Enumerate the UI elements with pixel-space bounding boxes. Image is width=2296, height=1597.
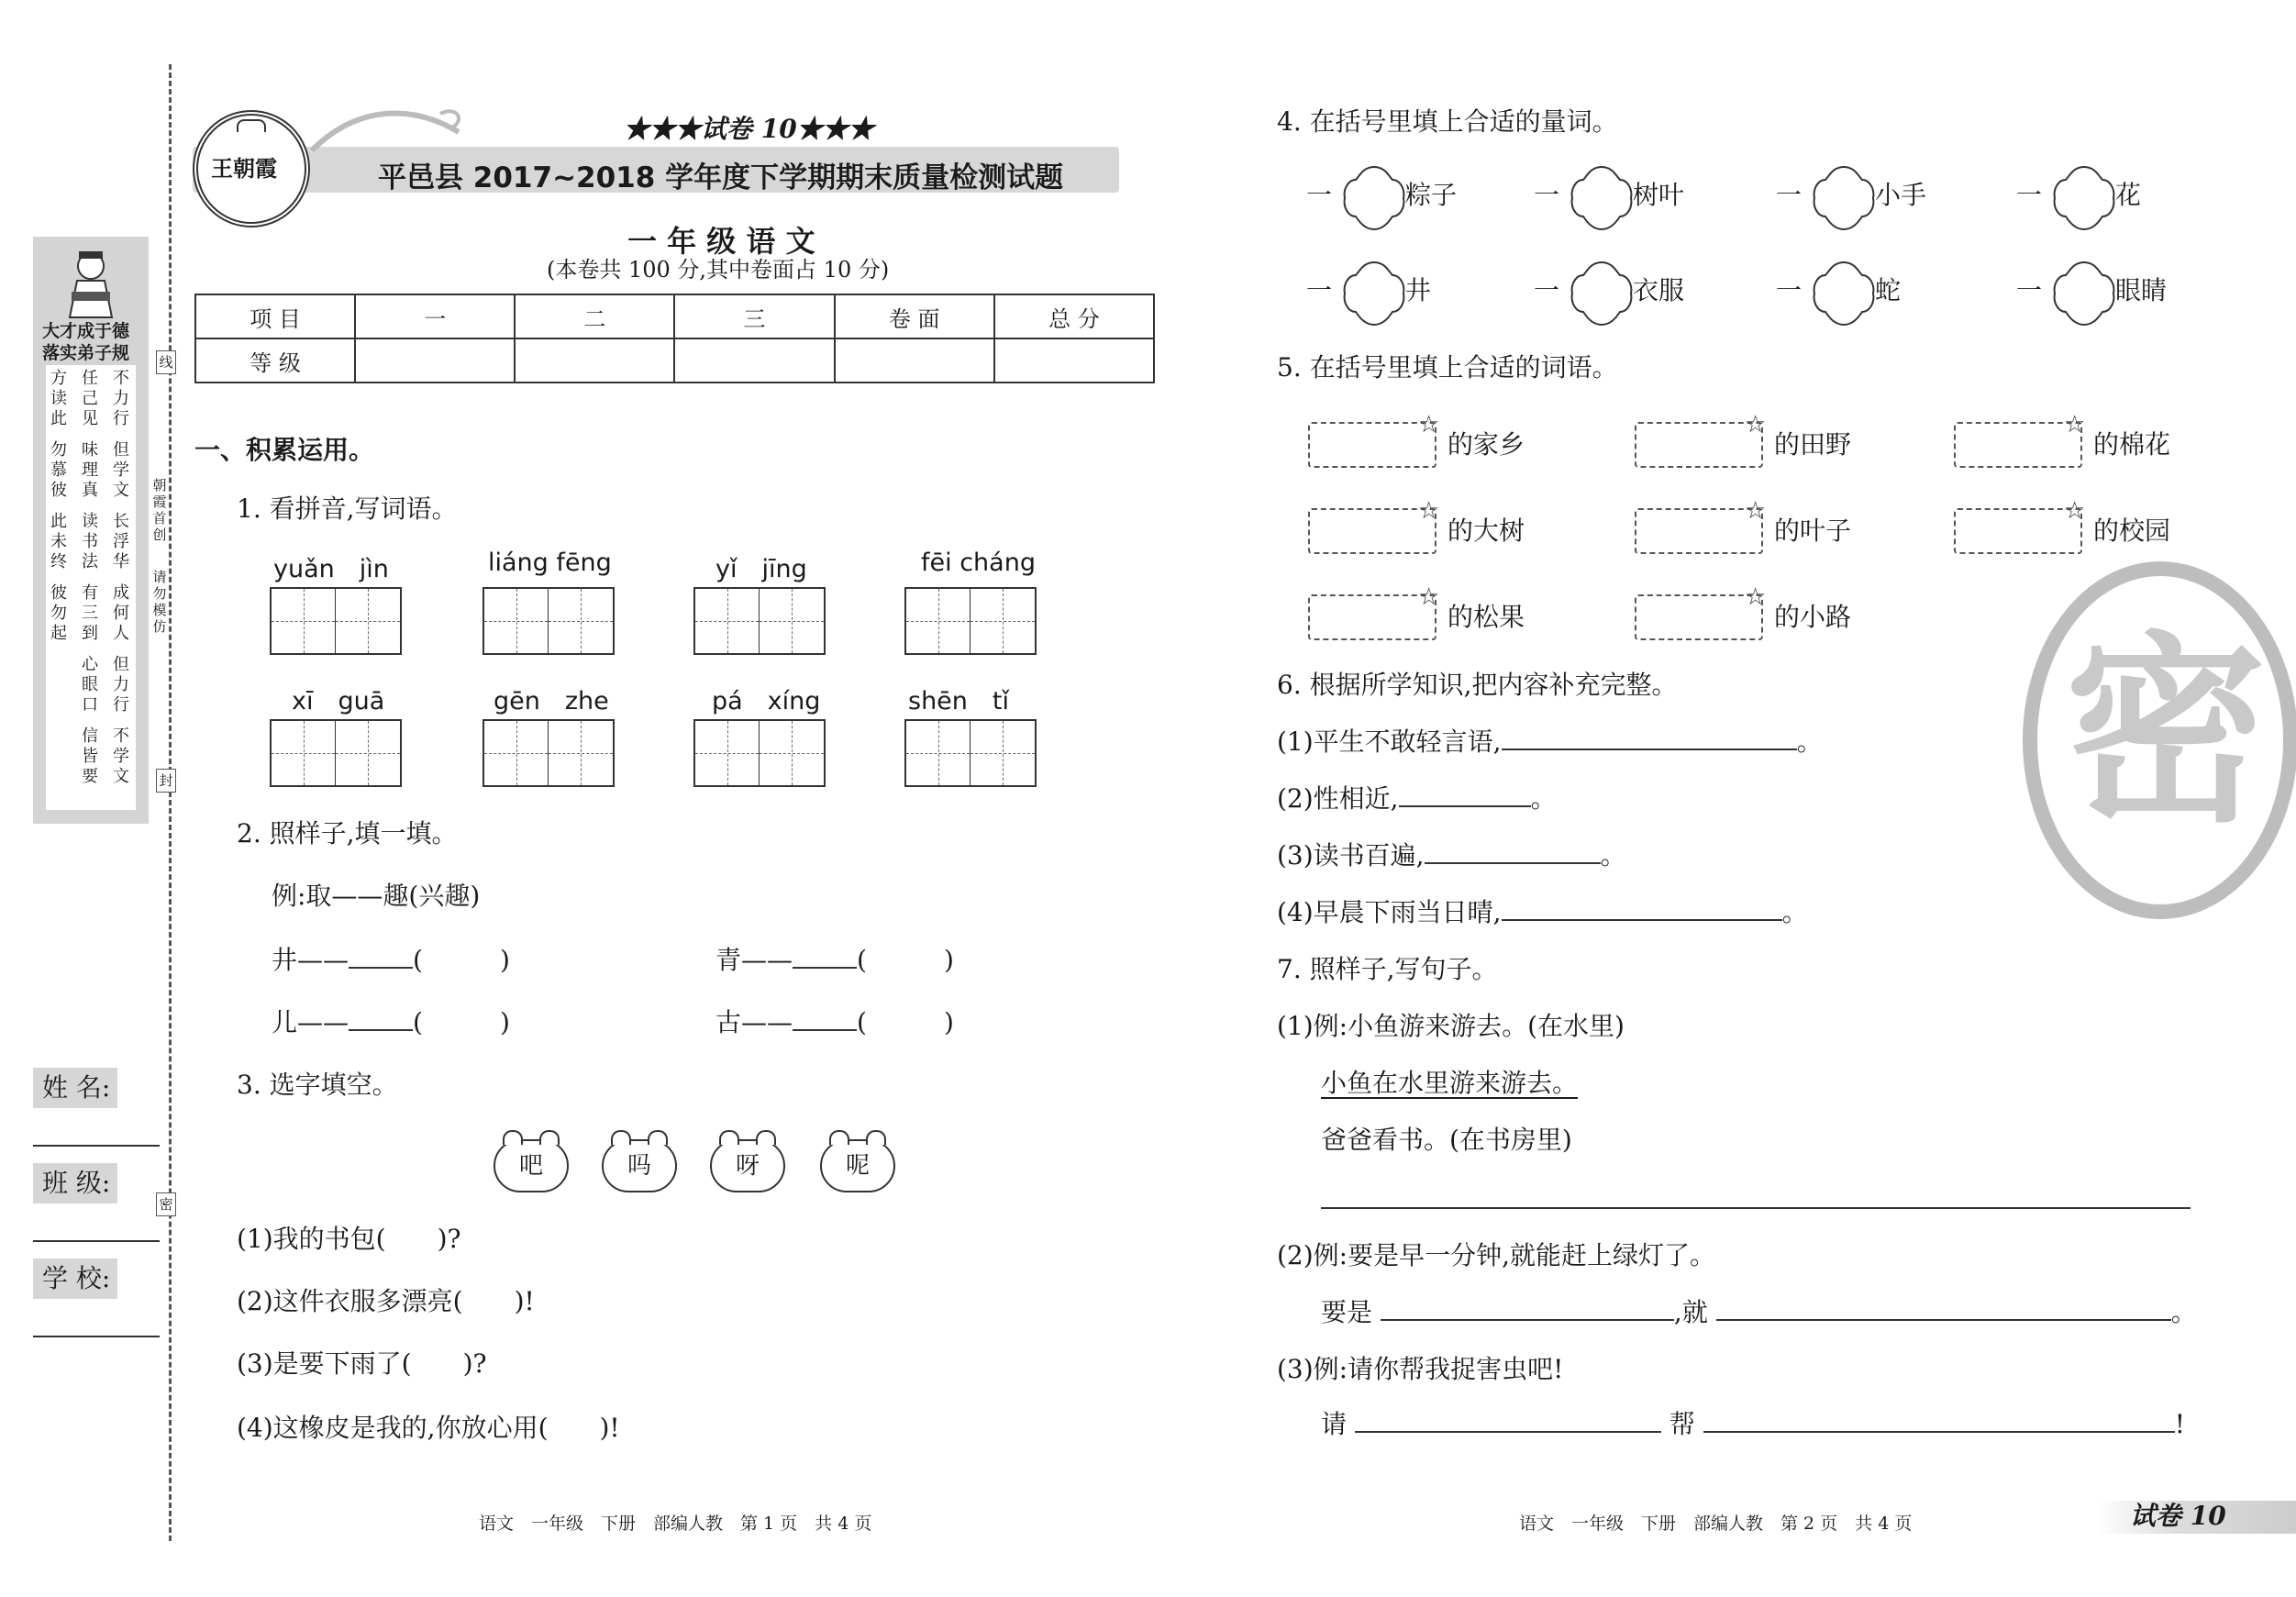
cut-mark-seal: 封 [156,769,176,793]
motto-col: 彼勿起 [50,583,67,643]
score-note: (本卷共 100 分,其中卷面占 10 分) [547,257,890,283]
score-cell: 等 级 [195,338,355,383]
answer-blank[interactable] [1355,1431,1661,1433]
grid-cell[interactable] [549,589,613,653]
sidebar-motto-panel [33,237,149,824]
sidebar-motto-box [46,365,136,810]
phrase-blank[interactable] [1635,594,1763,640]
answer-paren[interactable]: ( ) [413,1007,510,1037]
cut-mark-line: 线 [156,350,176,374]
writing-grid[interactable] [482,587,615,655]
star-icon: ☆ [1745,497,1767,525]
answer-blank[interactable] [793,1029,857,1031]
star-icon: ☆ [2064,411,2086,438]
grid-cell[interactable] [336,721,400,785]
q2-item [715,945,954,976]
star-icon: ☆ [1745,583,1767,611]
q5-label: 5. 在括号里填上合适的词语。 [1277,352,1618,383]
q4-prefix: 一 [2016,275,2043,305]
q2-label: 2. 照样子,填一填。 [237,818,458,848]
phrase-blank[interactable] [1954,508,2082,554]
answer-blank[interactable] [1381,1319,1674,1321]
q3-item[interactable]: (4)这橡皮是我的,你放心用( )! [237,1413,620,1443]
answer-blank[interactable] [793,967,857,969]
logo-crown-icon [237,119,266,132]
q2-item [715,1007,954,1038]
score-input-cell[interactable] [355,338,515,383]
subject-title: 一 年 级 语 文 [627,224,815,259]
flower-blank[interactable] [2049,259,2119,328]
phrase-blank[interactable] [1635,508,1763,554]
secret-seal-watermark [2023,561,2296,919]
flower-blank[interactable] [2049,163,2119,233]
pinyin: xī guā [292,687,385,715]
q6-item-text: (3)读书百遍, [1277,840,1425,871]
motto-col: 勿慕彼 [50,440,67,500]
q6-item-text: (4)早晨下雨当日晴, [1277,897,1502,927]
writing-grid[interactable] [693,719,826,787]
q7-example-1-answer: 小鱼在水里游来游去。 [1321,1068,1579,1098]
grid-cell[interactable] [484,589,549,653]
answer-blank[interactable] [1502,749,1797,750]
q4-prefix: 一 [1776,180,1802,210]
q7-task-1: 爸爸看书。(在书房里) [1321,1125,1572,1155]
binding-dashed-line [169,64,172,1541]
motto-col: 任己见 [82,369,98,428]
q3-label: 3. 选字填空。 [237,1070,398,1100]
q4-noun: 眼睛 [2115,275,2168,305]
grid-cell[interactable] [760,589,824,653]
q6-item-text: (1)平生不敢轻言语, [1277,726,1502,757]
q4-prefix: 一 [1776,275,1802,305]
period: 。 [1530,783,1557,814]
seal-character: 密 [2065,615,2268,849]
q4-prefix: 一 [2016,180,2043,210]
pinyin: shēn tǐ [908,687,1009,715]
q7-task-3-b: 帮 [1669,1409,1695,1439]
grid-cell[interactable] [272,589,336,653]
grid-cell[interactable] [906,589,971,653]
motto-col: 心眼口 [82,655,98,715]
choice-option[interactable]: 吧 [494,1139,569,1192]
answer-blank[interactable] [1425,862,1601,864]
score-cell: 总 分 [994,294,1154,338]
writing-grid[interactable] [270,587,402,655]
grid-cell[interactable] [760,721,824,785]
answer-blank[interactable] [1716,1319,2171,1321]
q2-item-text: 古—— [715,1007,793,1037]
phrase-blank[interactable] [1635,422,1763,468]
q4-prefix: 一 [1306,180,1333,210]
q5-phrase: 的小路 [1774,602,1852,632]
q6-item [1277,783,1557,815]
q4-noun: 花 [2115,180,2142,210]
ribbon-swirl-icon [303,95,468,160]
star-icon: ☆ [1418,411,1440,438]
q7-example-3: (3)例:请你帮我捉害虫吧! [1277,1354,1564,1384]
grid-cell[interactable] [336,589,400,653]
q4-prefix: 一 [1306,275,1333,305]
choice-option[interactable]: 呀 [710,1139,785,1192]
motto-col: 不力行 [113,369,129,428]
period: 。 [1796,726,1823,757]
answer-blank[interactable] [1703,1431,2175,1433]
phrase-blank[interactable] [1954,422,2082,468]
period: 。 [2170,1297,2197,1327]
pinyin: pá xíng [712,687,821,715]
flower-blank[interactable] [1567,163,1636,233]
exclamation: ! [2174,1409,2186,1439]
star-icon: ☆ [1745,411,1767,438]
answer-blank[interactable] [1502,919,1782,921]
motto-col: 长浮华 [113,512,129,571]
pinyin: yuǎn jìn [273,555,389,583]
q7-label: 7. 照样子,写句子。 [1277,954,1498,984]
pinyin: fēi cháng [921,549,1036,577]
motto-col: 不学文 [113,726,129,786]
pinyin: yǐ jīng [715,555,807,583]
writing-grid[interactable] [904,719,1037,787]
q4-prefix: 一 [1534,180,1560,210]
writing-grid[interactable] [904,587,1037,655]
q7-example-2: (2)例:要是早一分钟,就能赶上绿灯了。 [1277,1240,1715,1270]
grid-cell[interactable] [971,721,1035,785]
q6-label: 6. 根据所学知识,把内容补充完整。 [1277,670,1678,700]
q2-item-text: 井—— [272,945,349,975]
paper-number-label: ★★★试卷 10★★★ [624,114,874,144]
q4-noun: 蛇 [1875,275,1902,305]
exam-title: 平邑县 2017~2018 学年度下学期期末质量检测试题 [378,161,1064,194]
score-table-row [195,294,1154,338]
answer-paren[interactable]: ( ) [413,945,510,975]
score-cell: 二 [515,294,674,338]
score-cell: 一 [355,294,515,338]
q6-item-text: (2)性相近, [1277,783,1399,814]
star-icon: ☆ [2064,497,2086,525]
writing-grid[interactable] [693,587,826,655]
pinyin: liáng fēng [488,549,612,577]
star-icon: ☆ [1418,497,1440,525]
side-note-original: 朝霞首创 [152,477,167,543]
section1-heading: 一、积累运用。 [194,435,375,465]
q5-phrase: 的大树 [1447,516,1525,546]
grid-cell[interactable] [695,589,760,653]
motto-col: 此未终 [50,512,67,571]
phrase-blank[interactable] [1308,422,1436,468]
motto-col: 读书法 [82,512,98,571]
brand-logo [193,110,310,227]
flower-blank[interactable] [1809,259,1879,328]
motto-col: 但学文 [113,440,129,500]
grid-cell[interactable] [695,721,760,785]
motto-col: 信皆要 [82,726,98,786]
motto-col: 方读此 [50,369,67,428]
motto-col: 成何人 [113,583,129,643]
q4-noun: 衣服 [1633,275,1685,305]
name-label: 姓 名: [33,1068,117,1108]
q2-example: 例:取——趣(兴趣) [272,881,481,911]
q7-task-2-b: ,就 [1673,1297,1708,1327]
q5-phrase: 的叶子 [1774,516,1852,546]
q7-example-1: (1)例:小鱼游来游去。(在水里) [1277,1011,1625,1041]
grid-cell[interactable] [971,589,1035,653]
answer-blank[interactable] [349,967,413,969]
q3-item[interactable]: (1)我的书包( )? [237,1224,461,1254]
period: 。 [1781,897,1808,927]
q4-noun: 小手 [1875,180,1927,210]
writing-grid[interactable] [270,719,402,787]
q6-item [1277,726,1823,758]
flower-blank[interactable] [1339,259,1409,328]
motto-col: 但力行 [113,655,129,715]
cut-mark-secret: 密 [156,1192,176,1216]
q7-task-3 [1321,1409,2185,1440]
score-cell: 项 目 [195,294,355,338]
school-field[interactable] [33,1336,160,1337]
phrase-blank[interactable] [1308,594,1436,640]
grid-cell[interactable] [484,721,549,785]
q1-label: 1. 看拼音,写词语。 [237,494,458,524]
q2-item [272,1007,510,1038]
q4-noun: 井 [1405,275,1432,305]
q3-item[interactable]: (2)这件衣服多漂亮( )! [237,1286,535,1316]
period: 。 [1600,840,1626,871]
q5-phrase: 的田野 [1774,429,1852,460]
writing-grid[interactable] [482,719,615,787]
q7-task-2-a: 要是 [1321,1297,1373,1327]
class-label: 班 级: [33,1163,117,1203]
q2-item [272,945,510,976]
sidebar-banner-2: 落实弟子规 [42,343,130,363]
q4-prefix: 一 [1534,275,1560,305]
q5-phrase: 的棉花 [2093,429,2171,460]
q4-noun: 树叶 [1633,180,1685,210]
answer-line[interactable] [1321,1207,2191,1209]
grid-cell[interactable] [906,721,971,785]
name-field[interactable] [33,1145,160,1147]
footer-page-1: 语文 一年级 下册 部编人教 第 1 页 共 4 页 [479,1514,872,1534]
star-icon: ☆ [1418,583,1440,611]
grid-cell[interactable] [272,721,336,785]
score-table-row [195,338,1154,383]
flower-blank[interactable] [1339,163,1409,233]
score-cell: 三 [674,294,834,338]
footer-paper-tag: 试卷 10 [2130,1501,2226,1531]
scholar-figure-icon [59,246,123,319]
class-field[interactable] [33,1240,160,1242]
score-input-cell[interactable] [835,338,994,383]
q5-phrase: 的松果 [1447,602,1525,632]
q4-label: 4. 在括号里填上合适的量词。 [1277,106,1618,137]
answer-paren[interactable]: ( ) [857,1007,954,1037]
phrase-blank[interactable] [1308,508,1436,554]
score-input-cell[interactable] [994,338,1154,383]
logo-brand-text: 王朝霞 [211,155,277,182]
q5-phrase: 的家乡 [1447,429,1525,460]
score-input-cell[interactable] [674,338,834,383]
score-input-cell[interactable] [515,338,674,383]
q3-item[interactable]: (3)是要下雨了( )? [237,1348,487,1379]
flower-blank[interactable] [1809,163,1879,233]
sidebar-banner-1: 大才成于德 [42,321,130,341]
footer-page-2: 语文 一年级 下册 部编人教 第 2 页 共 4 页 [1519,1514,1913,1534]
school-label: 学 校: [33,1259,117,1299]
answer-blank[interactable] [1399,805,1531,807]
q6-item [1277,897,1808,928]
flower-blank[interactable] [1567,259,1636,328]
q2-item-text: 儿—— [272,1007,349,1037]
motto-col: 有三到 [82,583,98,643]
q5-phrase: 的校园 [2093,516,2171,546]
q6-item [1277,840,1626,871]
answer-paren[interactable]: ( ) [857,945,954,975]
score-cell: 卷 面 [835,294,994,338]
motto-col: 味理真 [82,440,98,500]
choice-option[interactable]: 吗 [602,1139,677,1192]
pinyin: gēn zhe [494,687,609,715]
choice-option[interactable]: 呢 [820,1139,895,1192]
q7-task-3-a: 请 [1321,1409,1348,1439]
grid-cell[interactable] [549,721,613,785]
q4-noun: 粽子 [1405,180,1458,210]
side-note-no-copy: 请勿模仿 [152,569,167,635]
q2-item-text: 青—— [715,945,793,975]
answer-blank[interactable] [349,1029,413,1031]
q7-task-2 [1321,1297,2197,1328]
score-table [194,294,1155,383]
